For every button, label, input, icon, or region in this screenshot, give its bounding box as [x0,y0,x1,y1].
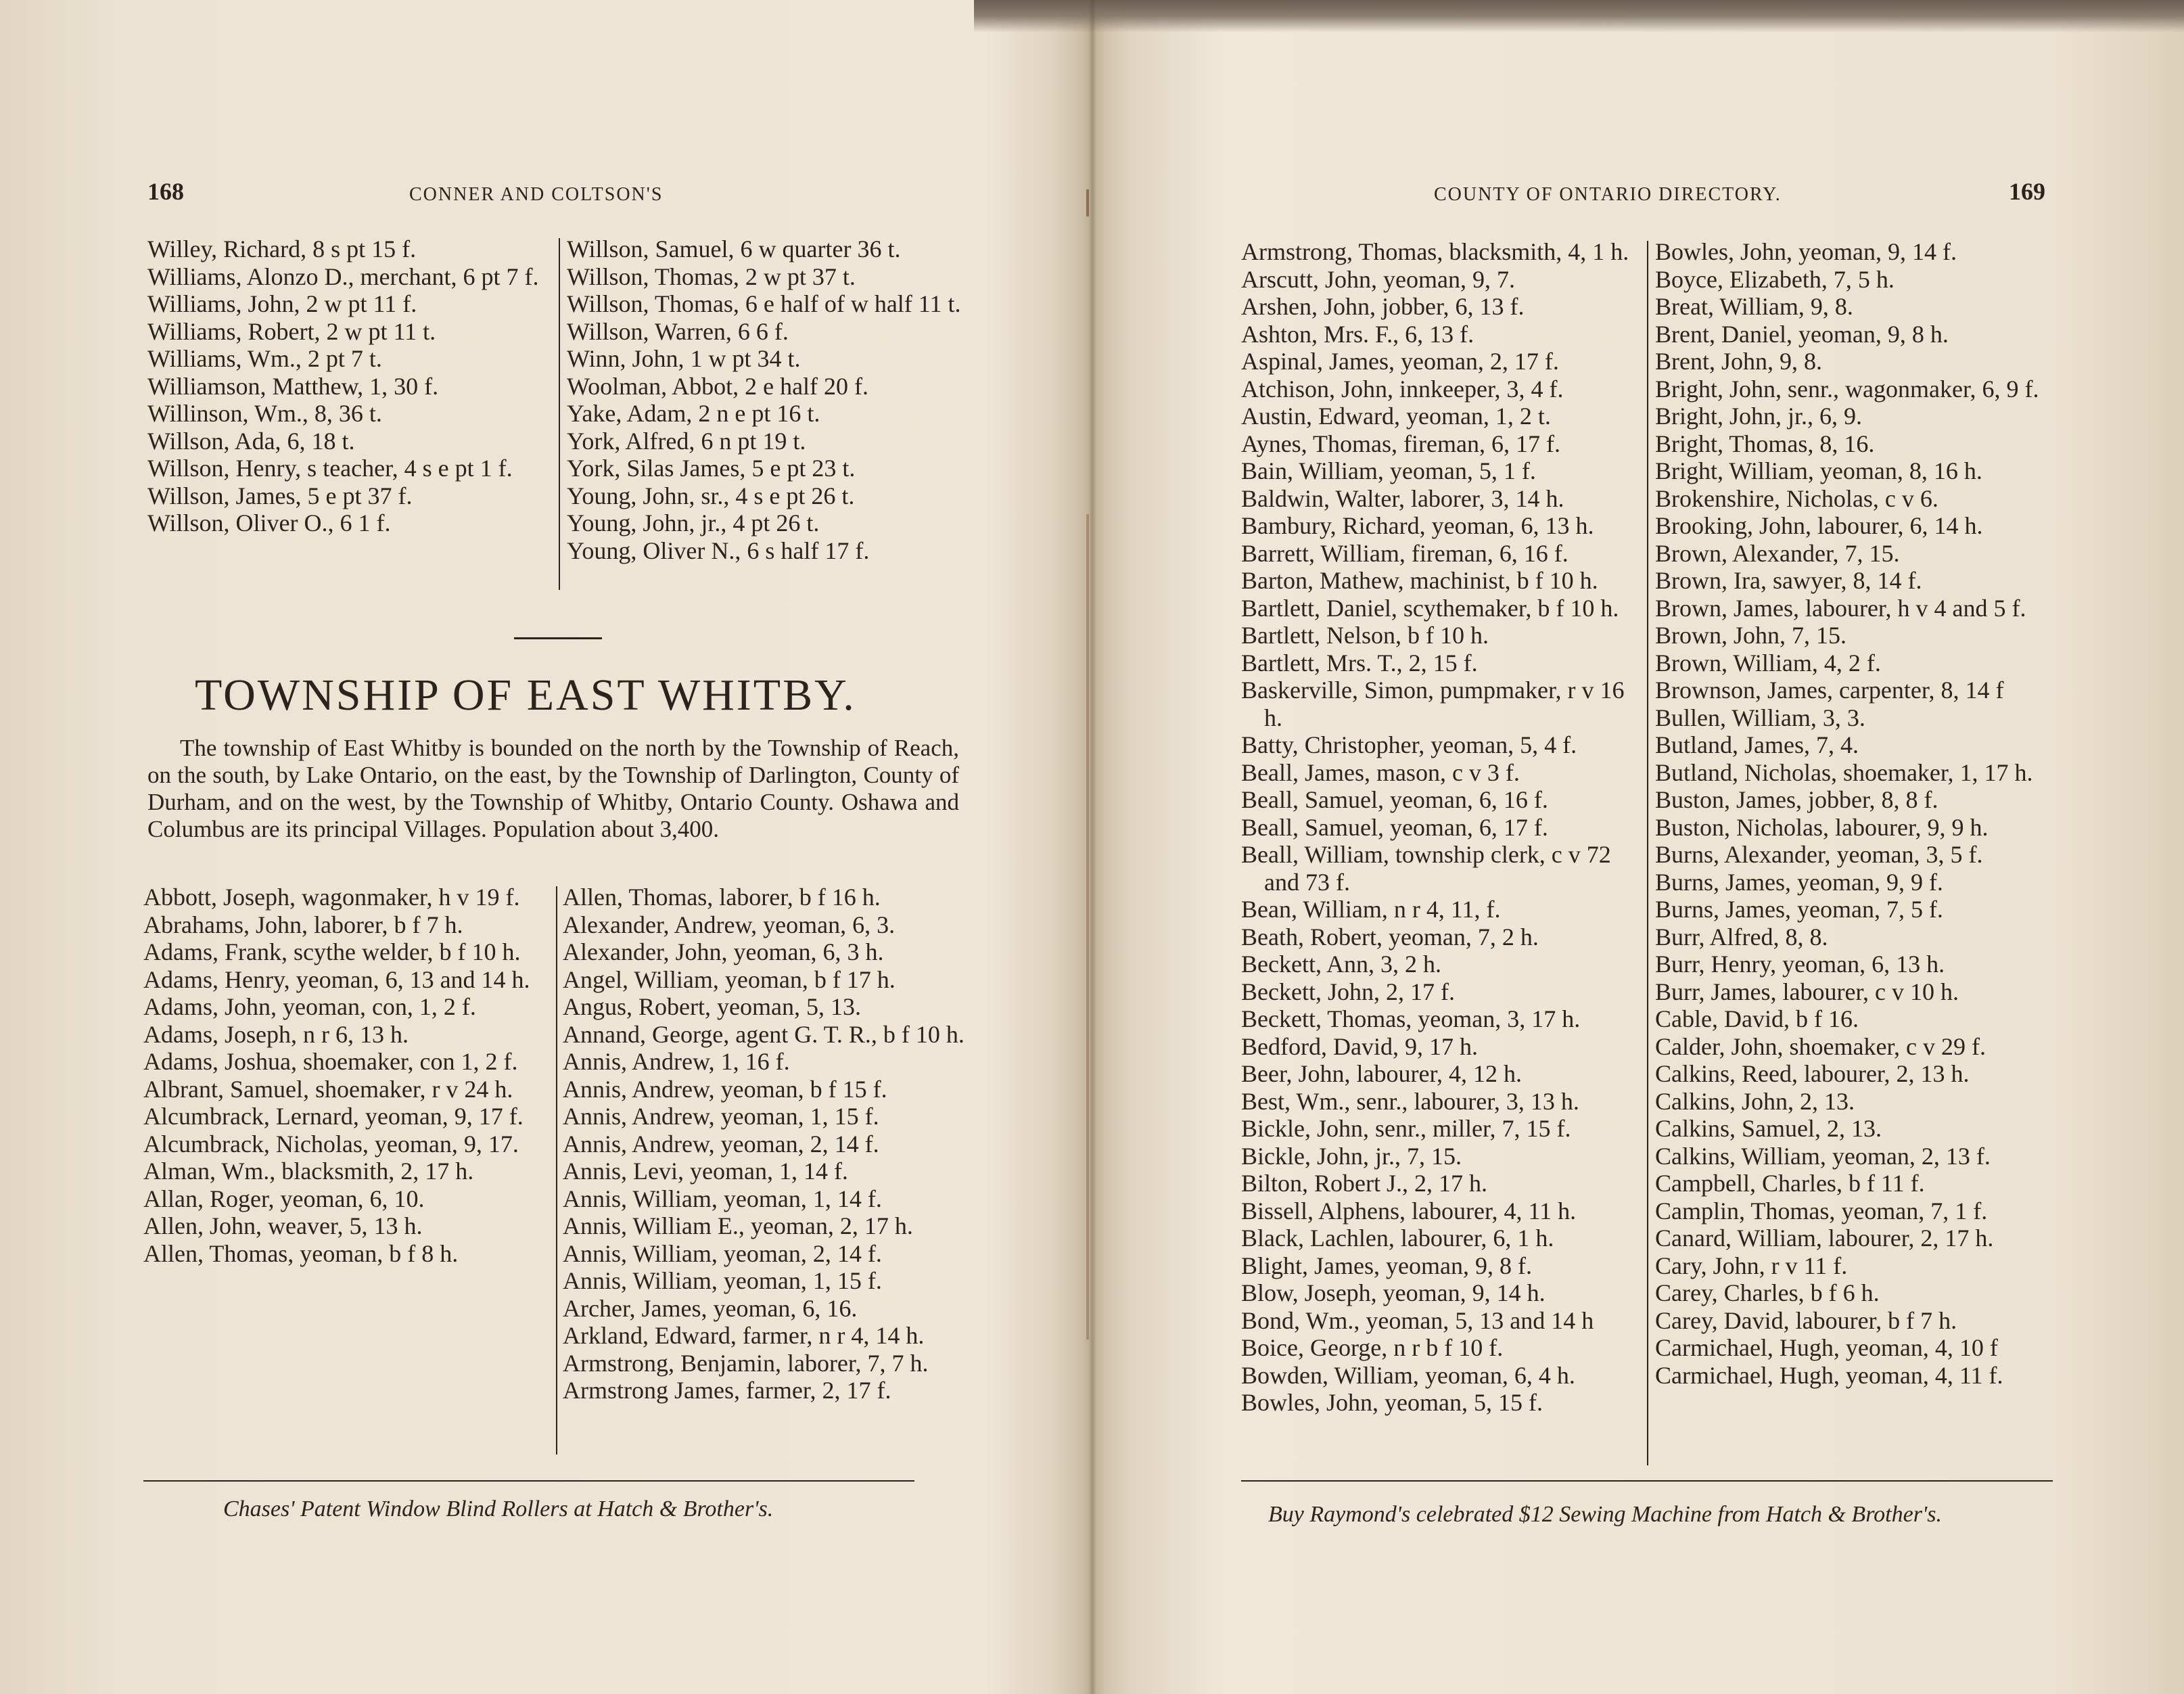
directory-entry: Beall, James, mason, c v 3 f. [1241,758,1520,786]
directory-entry: Burns, James, yeoman, 9, 9 f. [1655,868,1943,896]
directory-entry: Ashton, Mrs. F., 6, 13 f. [1241,320,1474,348]
directory-entry: Butland, James, 7, 4. [1655,731,1859,758]
directory-entry: Albrant, Samuel, shoemaker, r v 24 h. [143,1075,513,1103]
running-head: CONNER AND COLTSON'S [409,184,664,205]
directory-entry: Annand, George, agent G. T. R., b f 10 h. [563,1020,965,1048]
directory-entry: Willson, Henry, s teacher, 4 s e pt 1 f. [147,455,513,482]
directory-entry: Bickle, John, jr., 7, 15. [1241,1142,1462,1170]
directory-entry: Bright, Thomas, 8, 16. [1655,430,1875,457]
directory-entry: Baskerville, Simon, pumpmaker, r v 16 h. [1241,677,1625,731]
directory-entry: Brent, Daniel, yeoman, 9, 8 h. [1655,320,1949,348]
directory-entry: Adams, Henry, yeoman, 6, 13 and 14 h. [143,965,530,993]
directory-entry: Young, Oliver N., 6 s half 17 f. [567,536,870,564]
directory-column [567,235,966,564]
directory-entry: Blight, James, yeoman, 9, 8 f. [1241,1252,1532,1279]
advertisement-footer: Chases' Patent Window Blind Rollers at Hatch & Brother's. [223,1496,774,1521]
section-title: TOWNSHIP OF EAST WHITBY. [195,670,856,720]
directory-entry: Alexander, Andrew, yeoman, 6, 3. [563,911,896,938]
directory-entry: Willson, Thomas, 2 w pt 37 t. [567,262,856,290]
section-rule [514,637,602,639]
directory-entry: Annis, William, yeoman, 1, 14 f. [563,1185,882,1212]
page-number: 168 [147,178,184,205]
directory-entry: Barrett, William, fireman, 6, 16 f. [1241,539,1569,567]
directory-entry: Beckett, Thomas, yeoman, 3, 17 h. [1241,1005,1581,1032]
directory-entry: Atchison, John, innkeeper, 3, 4 f. [1241,375,1564,403]
directory-entry: Adams, John, yeoman, con, 1, 2 f. [143,993,476,1020]
directory-entry: Allen, John, weaver, 5, 13 h. [143,1212,423,1239]
directory-entry: Brown, Ira, sawyer, 8, 14 f. [1655,567,1922,594]
directory-entry: Austin, Edward, yeoman, 1, 2 t. [1241,403,1551,430]
directory-entry: Williams, John, 2 w pt 11 f. [147,290,417,317]
directory-entry: Batty, Christopher, yeoman, 5, 4 f. [1241,731,1577,758]
directory-entry: Brownson, James, carpenter, 8, 14 f [1655,677,2004,704]
directory-entry: Yake, Adam, 2 n e pt 16 t. [567,400,820,427]
directory-column [143,884,549,1267]
directory-entry: Carey, David, labourer, b f 7 h. [1655,1306,1957,1334]
directory-entry: Black, Lachlen, labourer, 6, 1 h. [1241,1224,1554,1252]
directory-entry: Bartlett, Daniel, scythemaker, b f 10 h. [1241,594,1619,622]
directory-entry: Williamson, Matthew, 1, 30 f. [147,372,439,400]
column-divider [1647,241,1648,1465]
advertisement-footer: Buy Raymond's celebrated $12 Sewing Machine from Hatch & Brother's. [1268,1502,1942,1527]
directory-entry: Aspinal, James, yeoman, 2, 17 f. [1241,348,1559,375]
directory-entry: Carey, Charles, b f 6 h. [1655,1279,1880,1306]
directory-entry: Willson, James, 5 e pt 37 f. [147,482,413,509]
directory-entry: Woolman, Abbot, 2 e half 20 f. [567,372,869,400]
directory-entry: Calder, John, shoemaker, c v 29 f. [1655,1032,1986,1060]
directory-entry: Burr, Henry, yeoman, 6, 13 h. [1655,951,1945,978]
directory-entry: Bissell, Alphens, labourer, 4, 11 h. [1241,1197,1577,1224]
directory-entry: Bright, William, yeoman, 8, 16 h. [1655,457,1982,484]
directory-entry: Bartlett, Mrs. T., 2, 15 f. [1241,649,1478,677]
directory-entry: Calkins, Samuel, 2, 13. [1655,1115,1882,1142]
directory-entry: Armstrong, Benjamin, laborer, 7, 7 h. [563,1349,929,1377]
directory-entry: Winn, John, 1 w pt 34 t. [567,345,801,372]
directory-entry: Best, Wm., senr., labourer, 3, 13 h. [1241,1087,1579,1115]
directory-entry: Adams, Frank, scythe welder, b f 10 h. [143,938,521,965]
directory-entry: Bambury, Richard, yeoman, 6, 13 h. [1241,512,1594,539]
directory-entry: Brown, John, 7, 15. [1655,622,1847,649]
directory-entry: Arscutt, John, yeoman, 9, 7. [1241,265,1515,293]
directory-entry: Angus, Robert, yeoman, 5, 13. [563,993,861,1020]
directory-entry: Brent, John, 9, 8. [1655,348,1822,375]
footer-rule [1241,1480,2053,1482]
directory-entry: Carmichael, Hugh, yeoman, 4, 11 f. [1655,1361,2003,1389]
directory-entry: Willinson, Wm., 8, 36 t. [147,400,382,427]
directory-entry: Bedford, David, 9, 17 h. [1241,1032,1478,1060]
directory-entry: Beckett, Ann, 3, 2 h. [1241,951,1441,978]
directory-entry: Brown, Alexander, 7, 15. [1655,539,1900,567]
directory-entry: Beall, Samuel, yeoman, 6, 16 f. [1241,786,1548,813]
directory-entry: Beath, Robert, yeoman, 7, 2 h. [1241,923,1539,951]
directory-entry: Armstrong, Thomas, blacksmith, 4, 1 h. [1241,238,1629,265]
directory-entry: Bright, John, jr., 6, 9. [1655,403,1863,430]
directory-entry: Blow, Joseph, yeoman, 9, 14 h. [1241,1279,1546,1306]
directory-entry: Burns, Alexander, yeoman, 3, 5 f. [1655,841,1983,868]
directory-entry: Alcumbrack, Lernard, yeoman, 9, 17 f. [143,1103,524,1130]
page-number: 169 [2009,178,2045,205]
directory-entry: Willson, Oliver O., 6 1 f. [147,509,391,536]
directory-entry: Arshen, John, jobber, 6, 13 f. [1241,293,1525,320]
directory-entry: Armstrong James, farmer, 2, 17 f. [563,1377,891,1404]
directory-entry: Bowden, William, yeoman, 6, 4 h. [1241,1361,1575,1389]
directory-entry: Bright, John, senr., wagonmaker, 6, 9 f. [1655,375,2039,403]
directory-entry: Adams, Joshua, shoemaker, con 1, 2 f. [143,1048,518,1075]
directory-entry: Willson, Warren, 6 6 f. [567,317,789,345]
directory-entry: Bartlett, Nelson, b f 10 h. [1241,622,1489,649]
directory-entry: Bain, William, yeoman, 5, 1 f. [1241,457,1536,484]
directory-entry: Alman, Wm., blacksmith, 2, 17 h. [143,1158,474,1185]
left-page [0,0,1082,1694]
column-divider [559,238,560,590]
directory-entry: Buston, James, jobber, 8, 8 f. [1655,786,1938,813]
directory-entry: Willson, Samuel, 6 w quarter 36 t. [567,235,901,262]
directory-entry: Adams, Joseph, n r 6, 13 h. [143,1020,409,1048]
directory-entry: Campbell, Charles, b f 11 f. [1655,1170,1925,1197]
directory-entry: Williams, Wm., 2 pt 7 t. [147,345,382,372]
directory-entry: Aynes, Thomas, fireman, 6, 17 f. [1241,430,1560,457]
directory-entry: Boice, George, n r b f 10 f. [1241,1334,1504,1361]
directory-entry: Butland, Nicholas, shoemaker, 1, 17 h. [1655,758,2033,786]
directory-entry: Camplin, Thomas, yeoman, 7, 1 f. [1655,1197,1988,1224]
directory-entry: Beer, John, labourer, 4, 12 h. [1241,1060,1523,1087]
directory-entry: Bean, William, n r 4, 11, f. [1241,896,1501,923]
directory-entry: Alcumbrack, Nicholas, yeoman, 9, 17. [143,1130,519,1158]
directory-entry: Annis, William, yeoman, 2, 14 f. [563,1239,882,1267]
directory-entry: Breat, William, 9, 8. [1655,293,1853,320]
directory-column [563,884,966,1404]
directory-entry: Abrahams, John, laborer, b f 7 h. [143,911,463,938]
directory-entry: Burr, Alfred, 8, 8. [1655,923,1828,951]
directory-entry: York, Alfred, 6 n pt 19 t. [567,427,806,455]
directory-entry: Arkland, Edward, farmer, n r 4, 14 h. [563,1322,925,1349]
directory-entry: Young, John, jr., 4 pt 26 t. [567,509,820,536]
directory-entry: Bowles, John, yeoman, 5, 15 f. [1241,1389,1543,1416]
directory-entry: Beall, William, township clerk, c v 72 and 73 f. [1241,841,1611,896]
directory-entry: Calkins, William, yeoman, 2, 13 f. [1655,1142,1991,1170]
directory-entry: Canard, William, labourer, 2, 17 h. [1655,1224,1994,1252]
directory-entry: Annis, Levi, yeoman, 1, 14 f. [563,1158,848,1185]
directory-entry: Annis, Andrew, yeoman, b f 15 f. [563,1075,887,1103]
directory-entry: Williams, Robert, 2 w pt 11 t. [147,317,436,345]
directory-column [1241,238,1640,1417]
directory-entry: Bond, Wm., yeoman, 5, 13 and 14 h [1241,1306,1594,1334]
directory-entry: Cable, David, b f 16. [1655,1005,1859,1032]
directory-entry: Angel, William, yeoman, b f 17 h. [563,965,896,993]
directory-entry: Allan, Roger, yeoman, 6, 10. [143,1185,425,1212]
directory-entry: Carmichael, Hugh, yeoman, 4, 10 f [1655,1334,1998,1361]
directory-entry: Beckett, John, 2, 17 f. [1241,978,1455,1005]
directory-entry: Burns, James, yeoman, 7, 5 f. [1655,896,1943,923]
directory-entry: Brown, William, 4, 2 f. [1655,649,1881,677]
directory-entry: Annis, William E., yeoman, 2, 17 h. [563,1212,913,1239]
directory-column [1655,238,2054,1389]
directory-entry: Bowles, John, yeoman, 9, 14 f. [1655,238,1957,265]
directory-entry: Baldwin, Walter, laborer, 3, 14 h. [1241,484,1564,512]
directory-entry: Allen, Thomas, laborer, b f 16 h. [563,884,881,911]
directory-entry: Annis, Andrew, yeoman, 1, 15 f. [563,1103,879,1130]
directory-entry: Annis, William, yeoman, 1, 15 f. [563,1267,882,1294]
directory-entry: Beall, Samuel, yeoman, 6, 17 f. [1241,813,1548,841]
column-divider [556,886,557,1455]
directory-entry: Young, John, sr., 4 s e pt 26 t. [567,482,855,509]
directory-entry: Abbott, Joseph, wagonmaker, h v 19 f. [143,884,520,911]
directory-entry: Cary, John, r v 11 f. [1655,1252,1848,1279]
directory-entry: Bilton, Robert J., 2, 17 h. [1241,1170,1488,1197]
directory-entry: Williams, Alonzo D., merchant, 6 pt 7 f. [147,262,539,290]
directory-entry: Willey, Richard, 8 s pt 15 f. [147,235,417,262]
directory-entry: Willson, Ada, 6, 18 t. [147,427,355,455]
directory-entry: Willson, Thomas, 6 e half of w half 11 t. [567,290,961,317]
directory-entry: Boyce, Elizabeth, 7, 5 h. [1655,265,1895,293]
directory-entry: Bickle, John, senr., miller, 7, 15 f. [1241,1115,1571,1142]
directory-entry: Calkins, Reed, labourer, 2, 13 h. [1655,1060,1970,1087]
directory-entry: Annis, Andrew, yeoman, 2, 14 f. [563,1130,879,1158]
binding-thread [1086,514,1089,1340]
directory-entry: Allen, Thomas, yeoman, b f 8 h. [143,1239,459,1267]
directory-entry: Annis, Andrew, 1, 16 f. [563,1048,790,1075]
directory-entry: Brooking, John, labourer, 6, 14 h. [1655,512,1983,539]
directory-entry: Bullen, William, 3, 3. [1655,704,1865,731]
right-page [1092,0,2184,1694]
directory-entry: Calkins, John, 2, 13. [1655,1087,1855,1115]
directory-entry: Barton, Mathew, machinist, b f 10 h. [1241,567,1598,594]
directory-entry: Burr, James, labourer, c v 10 h. [1655,978,1959,1005]
township-description: The township of East Whitby is bounded on the north by the Township of Reach, on the south, by Lake Ontario, on the east, by the Township of Darlington, County of Durham, and on the west, by the Township of Whitby, Ontario County. Oshawa and Columbus are its principal Villages. Population about 3,400. [147,735,959,842]
directory-entry: Alexander, John, yeoman, 6, 3 h. [563,938,884,965]
directory-entry: Brokenshire, Nicholas, c v 6. [1655,484,1938,512]
footer-rule [143,1480,914,1482]
directory-entry: Archer, James, yeoman, 6, 16. [563,1294,858,1322]
running-head: COUNTY OF ONTARIO DIRECTORY. [1434,184,1782,205]
directory-column [147,235,553,537]
directory-entry: Brown, James, labourer, h v 4 and 5 f. [1655,594,2026,622]
directory-entry: Buston, Nicholas, labourer, 9, 9 h. [1655,813,1989,841]
directory-entry: York, Silas James, 5 e pt 23 t. [567,455,856,482]
binding-thread [1086,189,1089,216]
